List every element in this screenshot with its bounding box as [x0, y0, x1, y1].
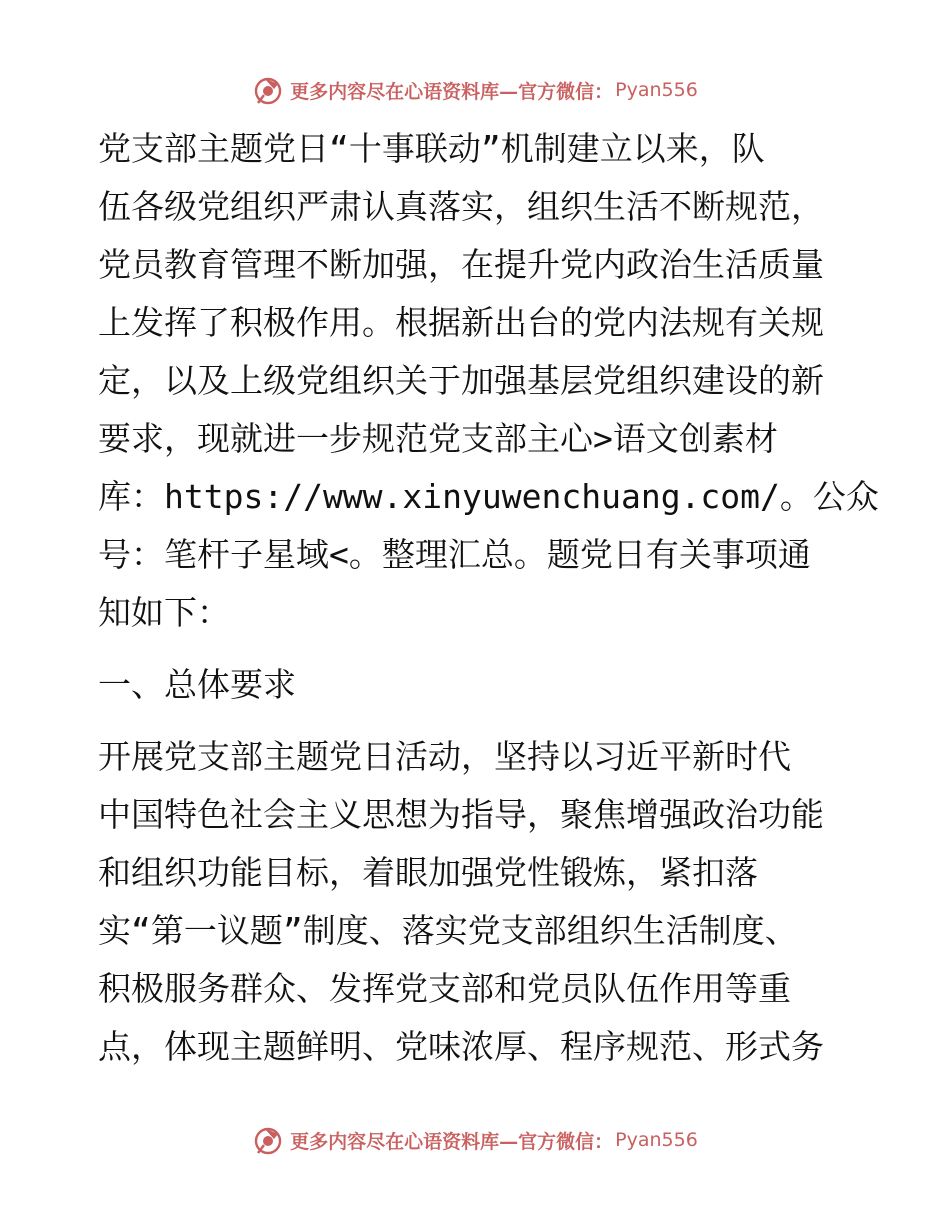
text-line: 开展党支部主题党日活动，坚持以习近平新时代 [98, 737, 791, 776]
text-line: 中国特色社会主义思想为指导，聚焦增强政治功能 [98, 795, 824, 834]
text-line: 要求，现就进一步规范党支部主心>语文创素材 [98, 419, 778, 458]
banner-text: 更多内容尽在心语资料库—官方微信： [290, 80, 614, 103]
text-line: 库：https://www.xinyuwenchuang.com/。公众 [98, 477, 879, 516]
banner-text: 更多内容尽在心语资料库—官方微信： [290, 1130, 614, 1153]
text-line: 上发挥了积极作用。根据新出台的党内法规有关规 [98, 303, 824, 342]
text-line: 点，体现主题鲜明、党味浓厚、程序规范、形式务 [98, 1027, 824, 1066]
section-1-heading: 一、总体要求 [98, 665, 296, 704]
text-line: 知如下： [98, 593, 230, 632]
text-line: 积极服务群众、发挥党支部和党员队伍作用等重 [98, 969, 791, 1008]
text-line: 伍各级党组织严肃认真落实，组织生活不断规范， [98, 187, 824, 226]
text-line: 号：笔杆子星域<。整理汇总。题党日有关事项通 [98, 535, 811, 574]
text-line: 党支部主题党日“十事联动”机制建立以来，队 [98, 129, 765, 168]
logo-icon [252, 1123, 286, 1157]
footer-banner [0, 1120, 950, 1160]
logo-icon [252, 73, 286, 107]
text-line: 和组织功能目标，着眼加强党性锻炼，紧扣落 [98, 853, 758, 892]
text-line: 实“第一议题”制度、落实党支部组织生活制度、 [98, 911, 798, 950]
document-body [98, 120, 879, 1076]
text-line: 党员教育管理不断加强，在提升党内政治生活质量 [98, 245, 824, 284]
requirements-paragraph [98, 728, 858, 1076]
intro-paragraph [98, 120, 879, 642]
text-line: 定，以及上级党组织关于加强基层党组织建设的新 [98, 361, 824, 400]
banner-handle: Pyan556 [615, 79, 698, 101]
header-banner [0, 70, 950, 110]
banner-handle: Pyan556 [615, 1129, 698, 1151]
section-heading [98, 656, 858, 714]
